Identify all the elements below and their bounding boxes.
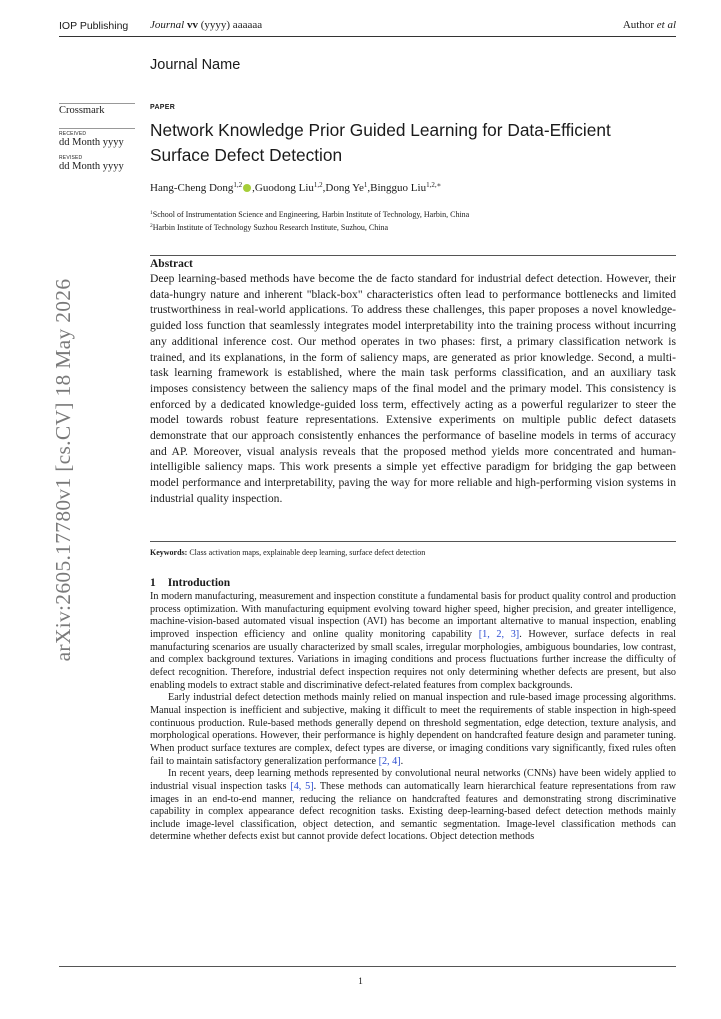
abstract-rule-top (150, 255, 676, 256)
crossmark-label[interactable]: Crossmark (59, 105, 105, 116)
publisher-label: IOP Publishing (59, 20, 129, 32)
author-affil-sup: 1,2 (233, 181, 243, 189)
abstract-rule-bottom (150, 541, 676, 542)
paragraph-text: In recent years, deep learning methods represented by convolutional neural networks (CNNs) have been widely applied to industrial visual inspection tasks (150, 768, 676, 792)
affiliation-1 (150, 210, 469, 219)
abstract-text: Deep learning-based methods have become the de facto standard for industrial defect detection. However, their data-hungry nature and inherent "black-box" characteristics often lead to performance bottlenecks and limited trustworthiness in real-world applications. To address these challenges, this paper proposes a novel knowledge-guided loss function that seamlessly integrates model interpretability into the training process without incurring any additional inference cost. Our method operates in two phases: first, a primary classification network is trained, and its explanations, in the form of saliency maps, are generated as prior knowledge. Second, a multi-task learning framework is established, where the main task performs classification, and an auxiliary task imposes consistency between the saliency maps of the final model and the primary model. This consistency is enforced by a dedicated knowledge-guided loss term, effectively acting as a powerful regularizer to steer the model towards robust feature representations. Extensive experiments on multiple public defect datasets demonstrate that our approach consistently enhances the performance of baseline models in terms of accuracy and AP. Moreover, visual analysis reveals that the proposed method yields more concentrated and human-intelligible saliency maps. This work presents a simple yet effective paradigm for bridging the gap between model performance and interpretability, paving the way for more reliable and high-performing vision systems in industrial quality inspection. (150, 272, 676, 505)
author-label: Author (622, 19, 654, 31)
orcid-icon[interactable] (243, 184, 251, 192)
keywords-line (150, 548, 425, 557)
paragraph (150, 591, 676, 692)
paragraph (150, 768, 676, 844)
affiliation-sup: 1 (150, 210, 153, 216)
author-name: Dong Ye (325, 182, 364, 194)
revised-label: REVISED (59, 155, 83, 161)
citation-link[interactable]: [2, 4] (378, 755, 401, 767)
paragraph-text: . These methods can automatically learn hierarchical feature representations from raw images in an end-to-end manner, reducing the reliance on handcrafted features and demonstrating strong discriminative capability in complex appearance defect recognition tasks. Existing deep-learning-based defect detection methods mainly include image-level classification, object detection, and semantic segmentation. Image-level classification methods can determine whether defects exist but cannot provide defect locations. Object detection methods (150, 780, 676, 843)
paragraph-text: . However, surface defects in real manufacturing scenarios are usually characterized by small scales, irregular morphologies, ambiguous boundaries, low contrast, and complex background textures. Variations in imaging conditions and process fluctuations further increase the difficulty of defect recognition. Therefore, industrial defect inspection requires not only determining whether defects are present, but also enabling models to extract stable and discriminative defect-related features from complex backgrounds. (150, 628, 676, 691)
author-affil-sup: 1,2,∗ (426, 181, 442, 189)
author-name: Bingguo Liu (370, 182, 427, 194)
author-affil-sup: 1,2 (313, 181, 323, 189)
paragraph-text: Early industrial defect detection methods mainly relied on manual inspection and rule-based image processing algorithms. Manual inspection is inefficient and subjective, making it difficult to meet the requirements of stable inspection in high-speed continuous production. Rule-based methods generally depend on threshold segmentation, edge detection, texture analysis, and morphological operations. However, their performance is highly dependent on handcrafted feature design and parameter tuning. When product surface textures are complex, defect types are diverse, or imaging conditions vary significantly, fixed rules often fail to maintain satisfactory generalization performance (150, 692, 676, 767)
author-etal: et al (656, 19, 676, 31)
journal-citation (150, 19, 262, 31)
header-rule (59, 36, 676, 37)
journal-italic: Journal (150, 19, 185, 31)
abstract-heading: Abstract (150, 258, 193, 270)
section-body (150, 591, 676, 844)
footer-rule (59, 966, 676, 967)
author-list: Hang-Cheng Dong$^{1,2}$ ,Guodong Liu$^{1,2}$,Dong Ye$^1$,Bingguo Liu$^{1,2,∗}$ (150, 181, 442, 194)
revised-date: dd Month yyyy (59, 161, 124, 172)
section-number: 1 (150, 577, 156, 589)
affiliation-sup: 2 (150, 223, 153, 229)
citation-link[interactable]: [1, 2, 3] (478, 628, 520, 640)
journal-rest: (yyyy) aaaaaa (200, 19, 263, 31)
author-name: Guodong Liu (254, 182, 314, 194)
author-name: Hang-Cheng Dong (150, 182, 234, 194)
affiliation-text: Harbin Institute of Technology Suzhou Research Institute, Suzhou, China (152, 223, 388, 232)
keywords-text: Class activation maps, explainable deep learning, surface defect detection (189, 548, 426, 557)
keywords-label: Keywords: (150, 548, 188, 557)
side-rule-top (59, 103, 135, 104)
journal-volume: vv (186, 19, 198, 31)
paragraph (150, 692, 676, 768)
paragraph-text: . (400, 755, 404, 767)
affiliation-2 (150, 223, 388, 232)
running-author (623, 19, 676, 31)
section-heading (150, 577, 230, 589)
arxiv-stamp[interactable]: arXiv:2605.17780v1 [cs.CV] 18 May 2026 (51, 278, 75, 662)
paper-title: Network Knowledge Prior Guided Learning for Data-Efficient Surface Defect Detection (150, 120, 611, 165)
side-rule-mid (59, 128, 135, 129)
section-title: Introduction (167, 577, 231, 589)
author-affil-sup: 1 (363, 181, 368, 189)
received-label: RECEIVED (59, 131, 87, 137)
journal-name: Journal Name (150, 57, 241, 73)
paragraph-text: In modern manufacturing, measurement and inspection constitute a fundamental basis for product quality control and production process optimization. With manufacturing equipment evolving toward higher speed, higher precision, and greater intelligence, machine-vision-based automated visual inspection (AVI) has become an important alternative to manual inspection, enabling improved inspection efficiency and online quality monitoring capability (150, 591, 676, 640)
affiliation-text: School of Instrumentation Science and Engineering, Harbin Institute of Technology, Harbin, China (152, 210, 470, 219)
citation-link[interactable]: [4, 5] (290, 780, 314, 792)
paper-type-label: PAPER (150, 104, 176, 111)
page-number: 1 (358, 977, 363, 987)
received-date: dd Month yyyy (59, 137, 124, 148)
